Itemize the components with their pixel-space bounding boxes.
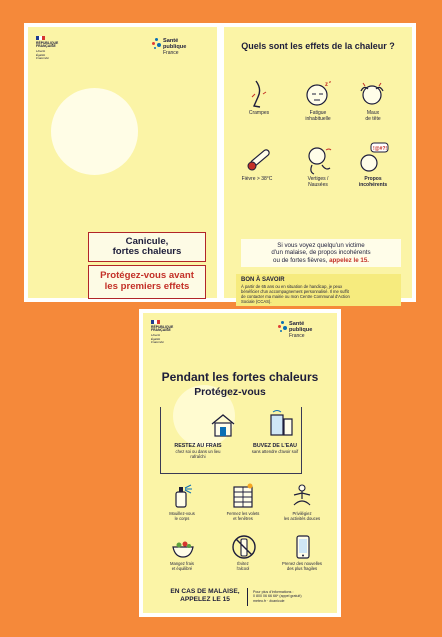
house-icon [209,411,237,439]
sante-publique-france-logo-3: Santé publique France [278,321,312,339]
phone-icon [291,534,315,560]
effects-title: Quels sont les effets de la chaleur ? [241,41,395,51]
no-alcohol-icon [231,534,257,560]
sante-publique-dots-icon-3 [278,321,288,333]
poster-3-frame [139,309,341,617]
malaise-call-15: EN CAS DE MALAISE, APPELEZ LE 15 [170,588,240,603]
water-glass-icon [269,409,295,439]
republique-francaise-logo: RÉPUBLIQUE FRANÇAISE Liberté Égalité Fraternité [36,36,58,60]
bon-a-savoir-box: BON À SAVOIR À partir de 65 ans ou en situation de handicap, je peux bénéficier d'un accompagnement personnalisé. Il me suffit de contacter ma mairie ou mon Centre Communal d'Action Sociale (CCAS). [236,274,401,306]
sante-publique-france-logo: Santé publique France [152,38,186,56]
tip-label-wet-body: Mouillez-vous le corps [169,511,195,521]
symptom-label-dizziness: Vertiges / Nausées [307,176,329,188]
sante-text: Santé [163,38,179,44]
poster-1 [28,27,217,298]
poster-2 [224,27,412,304]
symptom-label-cramps: Crampes [248,110,270,116]
flag-icon [36,36,45,40]
tip-stay-cool: RESTEZ AU FRAIS chez soi ou dans un lieu rafraîchi [174,443,222,459]
protect-title: Protégez-vous [194,387,266,398]
divider [247,588,248,606]
svg-text:z: z [329,79,331,84]
sante-publique-dots-icon [152,38,162,50]
tip-label-shutters: Fermez les volets et fenêtres [226,511,260,521]
sun-circle [51,88,138,175]
flag-icon-3 [151,320,160,324]
tip-label-eat: Mangez frais et équilibré [170,561,194,571]
alert-message: Si vous voyez quelqu'un victime d'un malaise, de propos incohérents ou de fortes fièvres, appelez le 15. [241,239,401,267]
poster-3 [143,313,337,613]
canicule-title-box: Canicule, fortes chaleurs [88,232,206,262]
republique-francaise-logo-3: RÉPUBLIQUE FRANÇAISE Liberté Égalité Fraternité [151,320,173,344]
yoga-icon [290,483,314,509]
symptom-label-headache: Maux de tête [365,110,381,122]
tip-label-activities: Privilégiez les activités douces [283,511,321,521]
leg-cramp-icon [248,79,270,109]
heat-title: Pendant les fortes chaleurs [161,370,319,384]
poster-1-frame [24,23,221,302]
tired-face-icon [305,79,333,109]
tip-label-fragile: Prenez des nouvelles des plus fragiles [281,561,323,571]
svg-text:!@#?!: !@#?! [373,146,388,152]
shutters-icon [231,483,255,509]
info-contact: Pour plus d'informations : 0 800 06 66 66* (appel gratuit) meteo.fr · #canicule [253,590,302,603]
poster-2-frame [220,23,416,302]
protect-yourself-box: Protégez-vous avant les premiers effets [88,265,206,299]
dizzy-icon [304,144,334,176]
confused-speech-icon [357,141,389,175]
headache-icon [358,79,386,109]
symptom-label-incoherent: Propos incohérents [358,176,388,188]
symptom-label-fatigue: Fatigue inhabituelle [305,110,331,122]
tip-drink-water: BUVEZ DE L'EAU sans attendre d'avoir soif [251,443,299,454]
svg-text:z: z [325,82,328,88]
salad-icon [171,535,195,559]
symptom-label-fever: Fièvre > 38°C [241,176,273,182]
thermometer-icon [244,144,274,174]
spray-icon [171,483,195,509]
tip-label-no-alcohol: Évitez l'alcool [236,561,250,571]
